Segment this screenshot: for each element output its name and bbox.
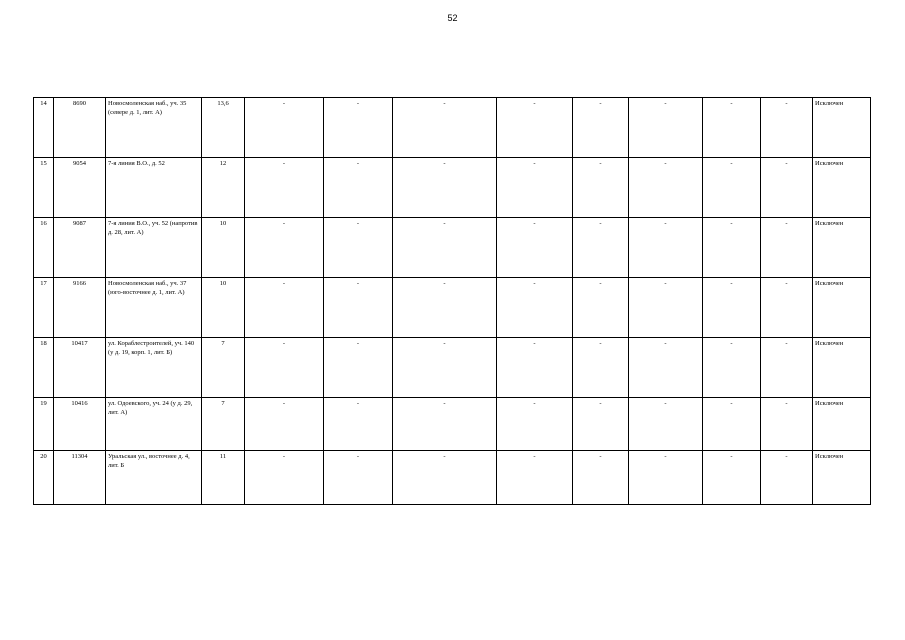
cell-8: -: [761, 158, 813, 218]
cell-8: -: [761, 218, 813, 278]
cell-2: -: [324, 158, 393, 218]
cell-1: -: [245, 398, 324, 451]
cell-2: -: [324, 398, 393, 451]
cell-6: -: [629, 98, 703, 158]
status: Исключен: [813, 451, 871, 505]
table-row: [34, 218, 871, 278]
row-number: 20: [34, 451, 54, 505]
cell-3: -: [393, 278, 497, 338]
cell-4: -: [497, 338, 573, 398]
cell-2: -: [324, 451, 393, 505]
cell-7: -: [703, 158, 761, 218]
cell-5: -: [573, 158, 629, 218]
address: 7-я линия В.О., уч. 52 (напротив д. 28, лит. А): [106, 218, 202, 278]
row-number: 19: [34, 398, 54, 451]
cell-5: -: [573, 98, 629, 158]
cell-2: -: [324, 98, 393, 158]
cell-3: -: [393, 451, 497, 505]
cell-2: -: [324, 338, 393, 398]
cell-8: -: [761, 398, 813, 451]
object-code: 10416: [54, 398, 106, 451]
table-row: [34, 98, 871, 158]
cell-1: -: [245, 98, 324, 158]
row-number: 16: [34, 218, 54, 278]
cell-7: -: [703, 338, 761, 398]
cell-7: -: [703, 278, 761, 338]
object-code: 9054: [54, 158, 106, 218]
cell-7: -: [703, 98, 761, 158]
area-value: 10: [202, 218, 245, 278]
cell-2: -: [324, 278, 393, 338]
status: Исключен: [813, 98, 871, 158]
cell-5: -: [573, 218, 629, 278]
cell-7: -: [703, 218, 761, 278]
table-row: [34, 338, 871, 398]
cell-1: -: [245, 278, 324, 338]
cell-6: -: [629, 451, 703, 505]
cell-7: -: [703, 398, 761, 451]
cell-5: -: [573, 278, 629, 338]
object-code: 11304: [54, 451, 106, 505]
cell-6: -: [629, 158, 703, 218]
cell-1: -: [245, 158, 324, 218]
object-code: 9087: [54, 218, 106, 278]
status: Исключен: [813, 398, 871, 451]
table-row: [34, 398, 871, 451]
cell-2: -: [324, 218, 393, 278]
cell-5: -: [573, 398, 629, 451]
status: Исключен: [813, 218, 871, 278]
address: ул. Одоевского, уч. 24 (у д. 29, лит. А): [106, 398, 202, 451]
row-number: 18: [34, 338, 54, 398]
cell-6: -: [629, 338, 703, 398]
cell-5: -: [573, 338, 629, 398]
cell-6: -: [629, 278, 703, 338]
row-number: 15: [34, 158, 54, 218]
area-value: 7: [202, 398, 245, 451]
cell-7: -: [703, 451, 761, 505]
cell-8: -: [761, 451, 813, 505]
register-table: [33, 97, 871, 505]
row-number: 17: [34, 278, 54, 338]
cell-8: -: [761, 278, 813, 338]
cell-3: -: [393, 398, 497, 451]
area-value: 12: [202, 158, 245, 218]
address: ул. Кораблестроителей, уч. 140 (у д. 19, корп. 1, лит. Б): [106, 338, 202, 398]
page-number: 52: [447, 13, 458, 23]
cell-3: -: [393, 98, 497, 158]
cell-4: -: [497, 278, 573, 338]
object-code: 10417: [54, 338, 106, 398]
status: Исключен: [813, 158, 871, 218]
cell-4: -: [497, 218, 573, 278]
table-row: [34, 158, 871, 218]
area-value: 10: [202, 278, 245, 338]
cell-1: -: [245, 451, 324, 505]
cell-4: -: [497, 98, 573, 158]
cell-8: -: [761, 98, 813, 158]
cell-1: -: [245, 338, 324, 398]
address: 7-я линия В.О., д. 52: [106, 158, 202, 218]
status: Исключен: [813, 278, 871, 338]
area-value: 7: [202, 338, 245, 398]
cell-1: -: [245, 218, 324, 278]
area-value: 11: [202, 451, 245, 505]
row-number: 14: [34, 98, 54, 158]
cell-5: -: [573, 451, 629, 505]
table-row: [34, 278, 871, 338]
cell-3: -: [393, 158, 497, 218]
address: Новосмоленская наб., уч. 35 (севере д. 1, лит. А): [106, 98, 202, 158]
cell-3: -: [393, 218, 497, 278]
object-code: 9166: [54, 278, 106, 338]
cell-8: -: [761, 338, 813, 398]
cell-4: -: [497, 158, 573, 218]
table-row: [34, 451, 871, 505]
area-value: 13,6: [202, 98, 245, 158]
cell-4: -: [497, 398, 573, 451]
cell-3: -: [393, 338, 497, 398]
status: Исключен: [813, 338, 871, 398]
address: Уральская ул., восточнее д. 4, лит. Б: [106, 451, 202, 505]
object-code: 8690: [54, 98, 106, 158]
cell-4: -: [497, 451, 573, 505]
cell-6: -: [629, 398, 703, 451]
address: Новосмоленская наб., уч. 37 (юго-восточнее д. 1, лит. А): [106, 278, 202, 338]
cell-6: -: [629, 218, 703, 278]
